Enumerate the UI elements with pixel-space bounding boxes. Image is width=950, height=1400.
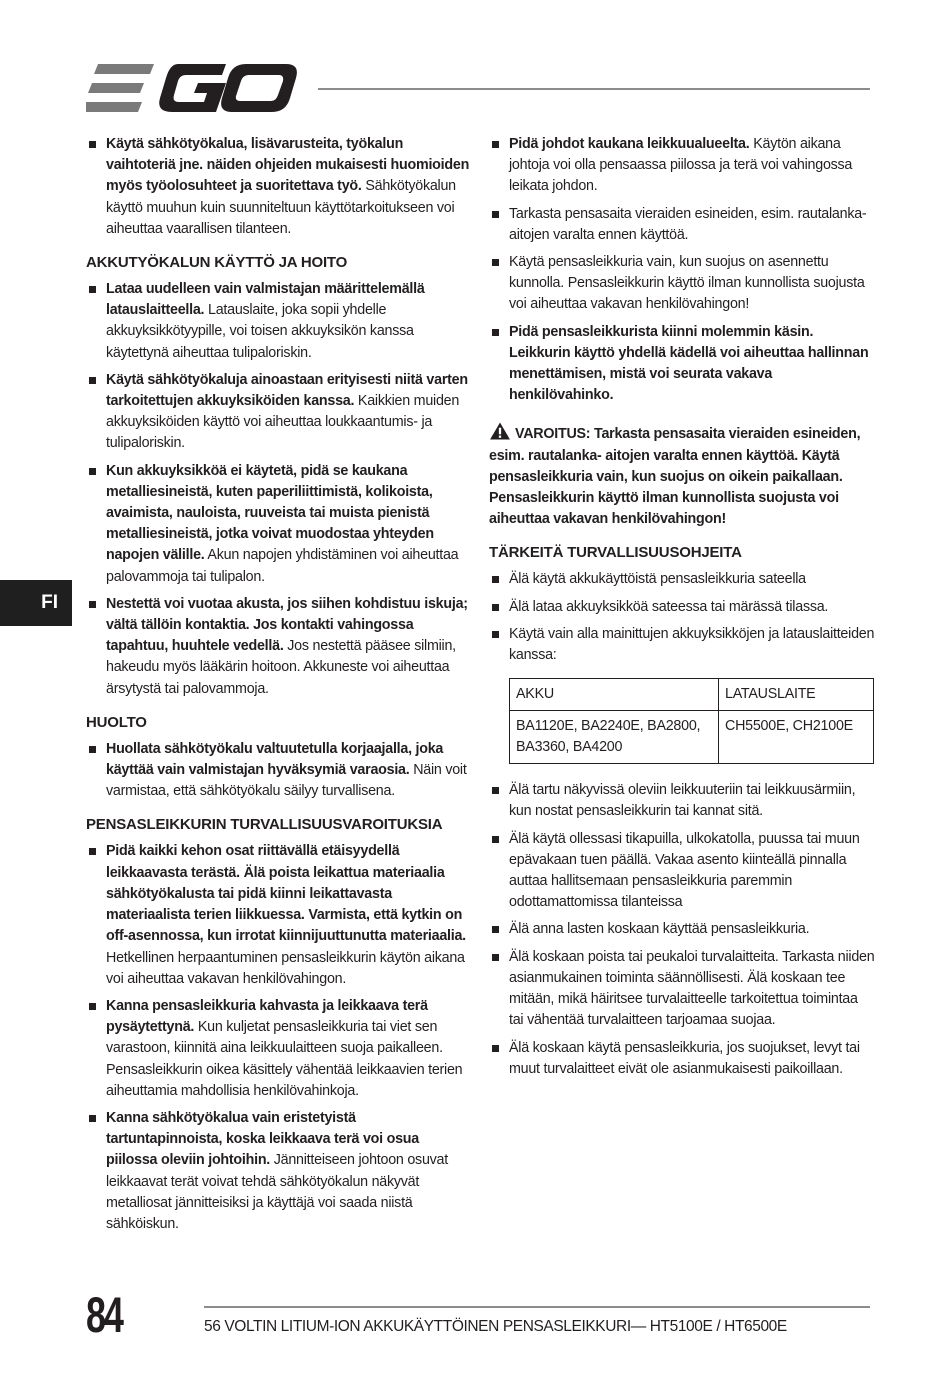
list-item: Kun akkuyksikköä ei käytetä, pidä se kaukana metalliesineistä, kuten paperiliittimistä, kolikoista, avaimista, nauloista, ruuveista tai muista pienistä metalliesineistä, jotka voivat muodostaa yhteyden napojen välille. Akun napojen yhdistäminen voi aiheuttaa palovammoja tai tulipalon. xyxy=(86,461,470,588)
bullet-icon xyxy=(89,1003,96,1010)
table-header-cell: AKKU xyxy=(510,679,719,711)
ego-logo xyxy=(86,62,300,114)
table-row xyxy=(510,711,874,764)
header-rule xyxy=(318,88,870,90)
warning-block xyxy=(489,422,875,530)
bullet-icon xyxy=(492,1045,499,1052)
list-item: Käytä pensasleikkuria vain, kun suojus on asennettu kunnolla. Pensasleikkurin käyttö ilman kunnollista suojusta voi aiheuttaa vakavan henkilövahingon! xyxy=(489,252,875,316)
bullet-icon xyxy=(492,604,499,611)
list-item: Huollata sähkötyökalu valtuutetulla korjaajalla, joka käyttää vain valmistajan hyväksymiä varaosia. Näin voit varmistaa, että sähkötyökalu säilyy turvallisena. xyxy=(86,739,470,803)
list-item: Lataa uudelleen vain valmistajan määrittelemällä latauslaitteella. Latauslaite, joka sopii yhdelle akkuyksikkötyypille, voi toisen akkuyksikön kanssa käytettynä aiheuttaa tulipaloriskin. xyxy=(86,279,470,364)
left-column xyxy=(86,134,470,1241)
bullet-icon xyxy=(89,286,96,293)
list-item: Tarkasta pensasaita vieraiden esineiden, esim. rautalanka-aitojen varalta ennen käyttöä. xyxy=(489,204,875,246)
section-heading: PENSASLEIKKURIN TURVALLISUUSVAROITUKSIA xyxy=(86,816,443,834)
list-item: Pidä johdot kaukana leikkuualueelta. Käytön aikana johtoja voi olla pensaassa piilossa ja terä voi vahingossa leikata johdon. xyxy=(489,134,875,198)
list-item: Käytä vain alla mainittujen akkuyksikköjen ja latauslaitteiden kanssa: xyxy=(489,624,875,666)
list-item: Kanna sähkötyökalua vain eristetyistä tartuntapinnoista, koska leikkaava terä voi osua piilossa oleviin johtoihin. Jännitteiseen johtoon osuvat leikkaavat terät voivat tehdä sähkötyökalun näkyvät metalliosat jännitteisiksi ja käyttäjä voi saada niistä sähköiskun. xyxy=(86,1108,470,1235)
footer-title: 56 VOLTIN LITIUM-ION AKKUKÄYTTÖINEN PENSASLEIKKURI— HT5100E / HT6500E xyxy=(204,1318,787,1335)
bullet-icon xyxy=(492,329,499,336)
list-item: Älä käytä ollessasi tikapuilla, ulkokatolla, puussa tai muun epävakaan tuen päällä. Vakaa asento kiinteällä pinnalla auttaa hallitsemaan pensasleikkuria paremmin odottamattomissa tilanteissa xyxy=(489,829,875,914)
warning-label: VAROITUS: xyxy=(515,426,591,443)
table-cell: BA1120E, BA2240E, BA2800, BA3360, BA4200 xyxy=(510,711,719,764)
bullet-icon xyxy=(89,468,96,475)
bullet-icon xyxy=(89,601,96,608)
bullet-icon xyxy=(492,954,499,961)
warning-text: Tarkasta pensasaita vieraiden esineiden, esim. rautalanka- aitojen varalta ennen käyttöä. Käytä pensasleikkuria vain, kun suojus on oikein paikallaan. Pensasleikkurin käyttö ilman kunnollista suojusta voi aiheuttaa vakavan henkilövahingon! xyxy=(489,426,861,528)
bullet-icon xyxy=(492,211,499,218)
bullet-icon xyxy=(492,576,499,583)
section-heading: AKKUTYÖKALUN KÄYTTÖ JA HOITO xyxy=(86,254,348,272)
table-cell: CH5500E, CH2100E xyxy=(719,711,874,764)
list-item: Käytä sähkötyökaluja ainoastaan erityisesti niitä varten tarkoitettujen akkuyksiköiden kanssa. Kaikkien muiden akkuyksiköiden käyttö voi aiheuttaa loukkaantumis- ja tulipaloriskin. xyxy=(86,370,470,455)
section-heading: HUOLTO xyxy=(86,713,147,731)
bullet-icon xyxy=(492,836,499,843)
page-number: 84 xyxy=(86,1287,122,1343)
list-item: Pidä pensasleikkurista kiinni molemmin käsin. Leikkurin käyttö yhdellä kädellä voi aiheuttaa hallinnan menettämisen, mistä voi seurata vakava henkilövahinko. xyxy=(489,322,875,407)
bullet-icon xyxy=(492,926,499,933)
list-item: Älä koskaan käytä pensasleikkuria, jos suojukset, levyt tai muut turvalaitteet eivät ole asianmukaisesti paikoillaan. xyxy=(489,1038,875,1080)
bullet-icon xyxy=(89,141,96,148)
bullet-icon xyxy=(492,141,499,148)
bullet-icon xyxy=(89,377,96,384)
list-item: Nestettä voi vuotaa akusta, jos siihen kohdistuu iskuja; vältä tällöin kontaktia. Jos kontakti vahingossa tapahtuu, huuhtele vedellä. Jos nestettä pääsee silmiin, hakeudu myös lääkärin hoitoon. Akkuneste voi aiheuttaa ärsytystä tai palovammoja. xyxy=(86,594,470,700)
table-header-cell: LATAUSLAITE xyxy=(719,679,874,711)
bullet-icon xyxy=(89,746,96,753)
bullet-icon xyxy=(89,848,96,855)
list-item: Pidä kaikki kehon osat riittävällä etäisyydellä leikkaavasta terästä. Älä poista leikattua materiaalia sähkötyökalusta tai pidä kiinni leikattavasta materiaalista terien liikkuessa. Varmista, että kytkin on off-asennossa, kun irrotat kiinnijuuttunutta materiaalia. Hetkellinen herpaantuminen pensasleikkurin käytön aikana voi aiheuttaa vakavan henkilövahingon. xyxy=(86,841,470,989)
list-item: Älä koskaan poista tai peukaloi turvalaitteita. Tarkasta niiden asianmukainen toiminta säännöllisesti. Älä koskaan tee mitään, mikä häiritsee turvalaitteelle tarkoitettua toimintaa tai vähentää turvalaitteen tarjoamaa suojaa. xyxy=(489,947,875,1032)
list-item: Älä anna lasten koskaan käyttää pensasleikkuria. xyxy=(489,919,875,940)
list-item: Älä käytä akkukäyttöistä pensasleikkuria sateella xyxy=(489,569,875,590)
bullet-icon xyxy=(89,1115,96,1122)
language-tab: FI xyxy=(0,580,72,626)
bullet-icon xyxy=(492,631,499,638)
footer-rule xyxy=(204,1306,870,1308)
list-item: Älä lataa akkuyksikköä sateessa tai märässä tilassa. xyxy=(489,597,875,618)
section-heading: TÄRKEITÄ TURVALLISUUSOHJEITA xyxy=(489,544,742,562)
table-header-row xyxy=(510,679,874,711)
compatibility-table xyxy=(509,678,874,764)
list-item: Kanna pensasleikkuria kahvasta ja leikkaava terä pysäytettynä. Kun kuljetat pensasleikkuria tai viet sen varastoon, kiinnitä aina leikkuulaitteen suoja paikalleen. Pensasleikkurin oikea käsittely vähentää leikkaavien terien aiheuttamia mahdollisia henkilövahinkoja. xyxy=(86,996,470,1102)
bullet-icon xyxy=(492,259,499,266)
list-item: Käytä sähkötyökalua, lisävarusteita, työkalun vaihtoteriä jne. näiden ohjeiden mukaisesti huomioiden myös työolosuhteet ja suoritettava työ. Sähkötyökalun käyttö muuhun kuin suunniteltuun käyttötarkoitukseen voi aiheuttaa vaarallisen tilanteen. xyxy=(86,134,470,240)
list-item: Älä tartu näkyvissä oleviin leikkuuteriin tai leikkuusärmiin, kun nostat pensasleikkurin tai kannat sitä. xyxy=(489,780,875,822)
right-column xyxy=(489,134,875,1086)
bullet-icon xyxy=(492,787,499,794)
warning-triangle-icon xyxy=(489,422,511,440)
